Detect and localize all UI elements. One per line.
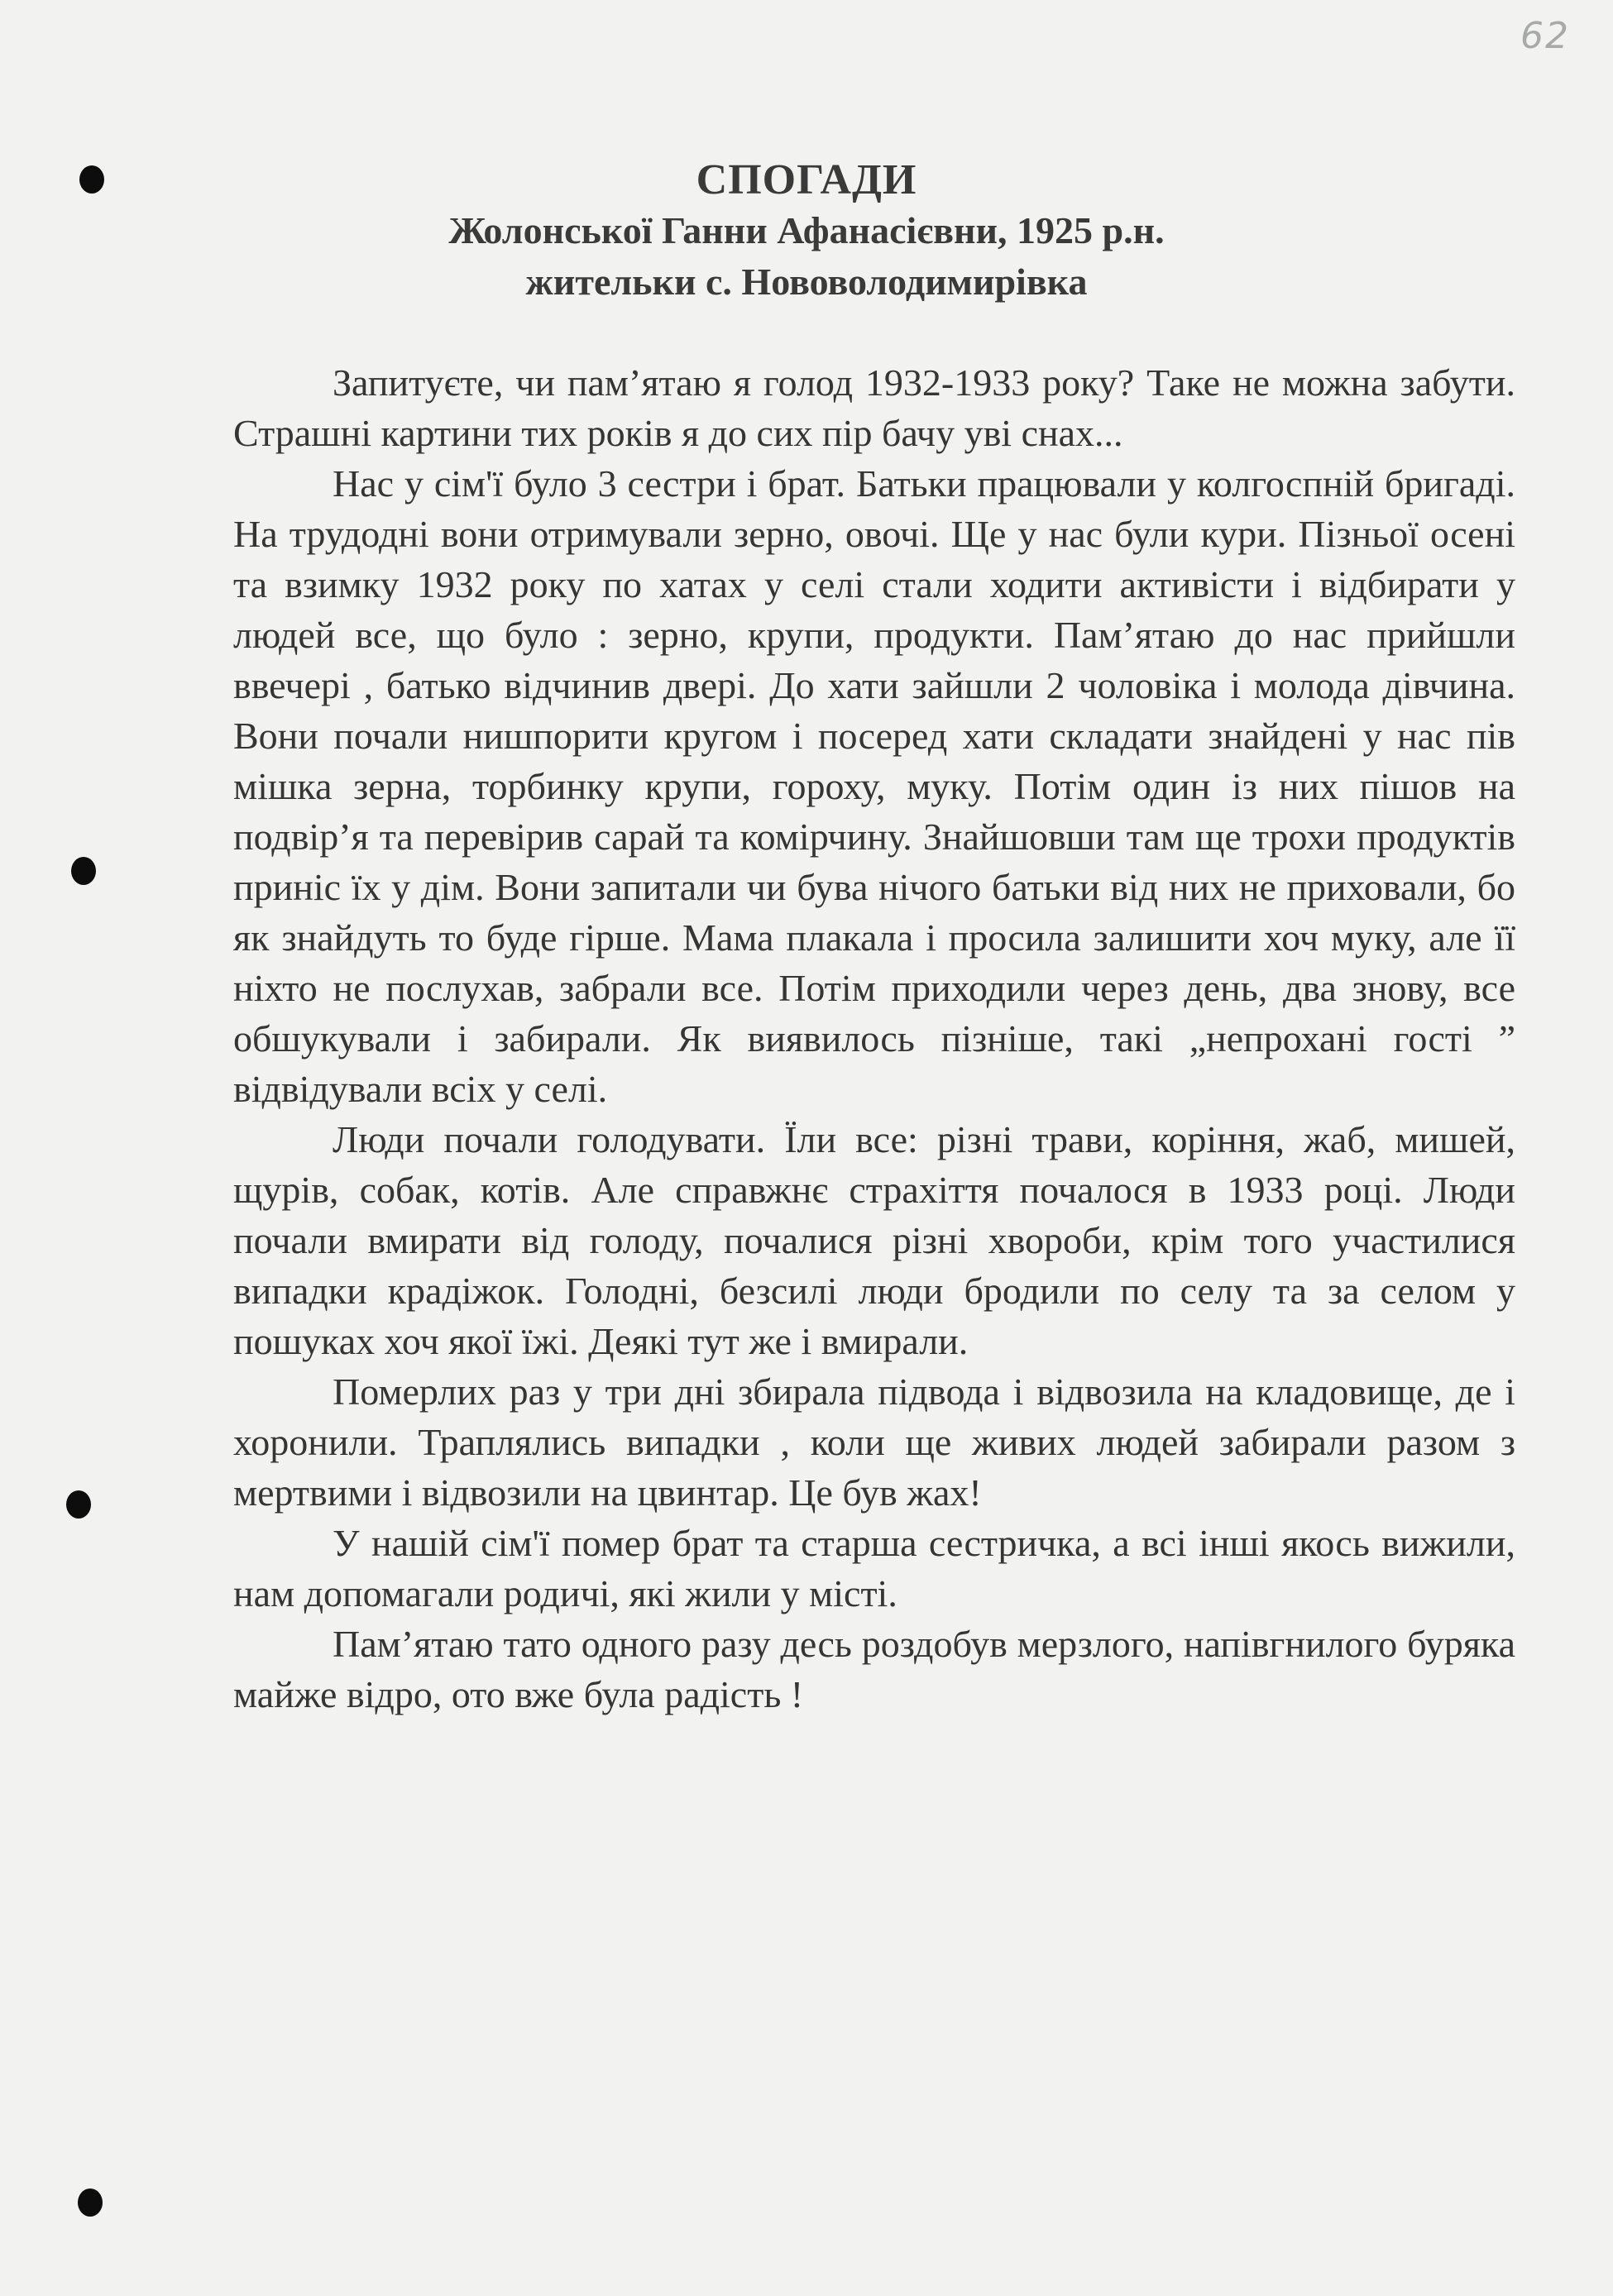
paragraph: Пам’ятаю тато одного разу десь роздобув мерзлого, напівгнилого буряка майже відро, ото вже була радість ! [233, 1623, 1515, 1715]
punch-hole [66, 1490, 91, 1519]
punch-hole [71, 857, 96, 885]
paragraph: У нашій сім'ї помер брат та старша сестричка, а всі інші якось вижили, нам допомагали родичі, які жили у місті. [233, 1522, 1515, 1614]
document-title: СПОГАДИ [696, 156, 917, 203]
residence-line: жительки с. Нововолодимирівка [525, 261, 1088, 303]
paragraph: Нас у сім'ї було 3 сестри і брат. Батьки працювали у колгоспній бригаді. На трудодні вони отримували зерно, овочі. Ще у нас були кури. Пізньої осені та взимку 1932 року по хатах у селі стали ходити активісти і відбирати у людей все, що було : зерно, крупи, продукти. Пам’ятаю до нас прийшли ввечері , батько відчинив двері. До хати зайшли 2 чоловіка і молода дівчина. Вони почали нишпорити кругом і посеред хати складати знайдені у нас пів мішка зерна, торбинку крупи, гороху, муку. Потім один із них пішов на подвір’я та перевірив сарай та комірчину. Знайшовши там ще трохи продуктів приніс їх у дім. Вони запитали чи бува нічого батьки від них не приховали, бо як знайдуть то буде гірше. Мама плакала і просила залишити хоч муку, але її ніхто не послухав, забрали все. Потім приходили через день, два знову, все обшукували і забирали. Як виявилось пізніше, такі „непрохані гості ” відвідували всіх у селі. [233, 462, 1515, 1110]
paragraph: Померлих раз у три дні збирала підвода і відвозила на кладовище, де і хоронили. Траплялись випадки , коли ще живих людей забирали разом з мертвими і відвозили на цвинтар. Це був жах! [233, 1370, 1515, 1514]
author-line: Жолонської Ганни Афанасієвни, 1925 р.н. [448, 209, 1165, 251]
document-header [0, 155, 1613, 308]
page-number: 62 [1520, 15, 1570, 57]
punch-hole [78, 2188, 103, 2217]
paragraph: Запитуєте, чи пам’ятаю я голод 1932-1933 року? Таке не можна забути. Страшні картини тих років я до сих пір бачу уві снах... [233, 361, 1515, 454]
paragraph: Люди почали голодувати. Їли все: різні трави, коріння, жаб, мишей, щурів, собак, котів. Але справжнє страхіття почалося в 1933 році. Люди почали вмирати від голоду, почалися різні хвороби, крім того участилися випадки крадіжок. Голодні, безсилі люди бродили по селу та за селом у пошуках хоч якої їжі. Деякі тут же і вмирали. [233, 1118, 1515, 1362]
memoir-body [233, 357, 1515, 1720]
